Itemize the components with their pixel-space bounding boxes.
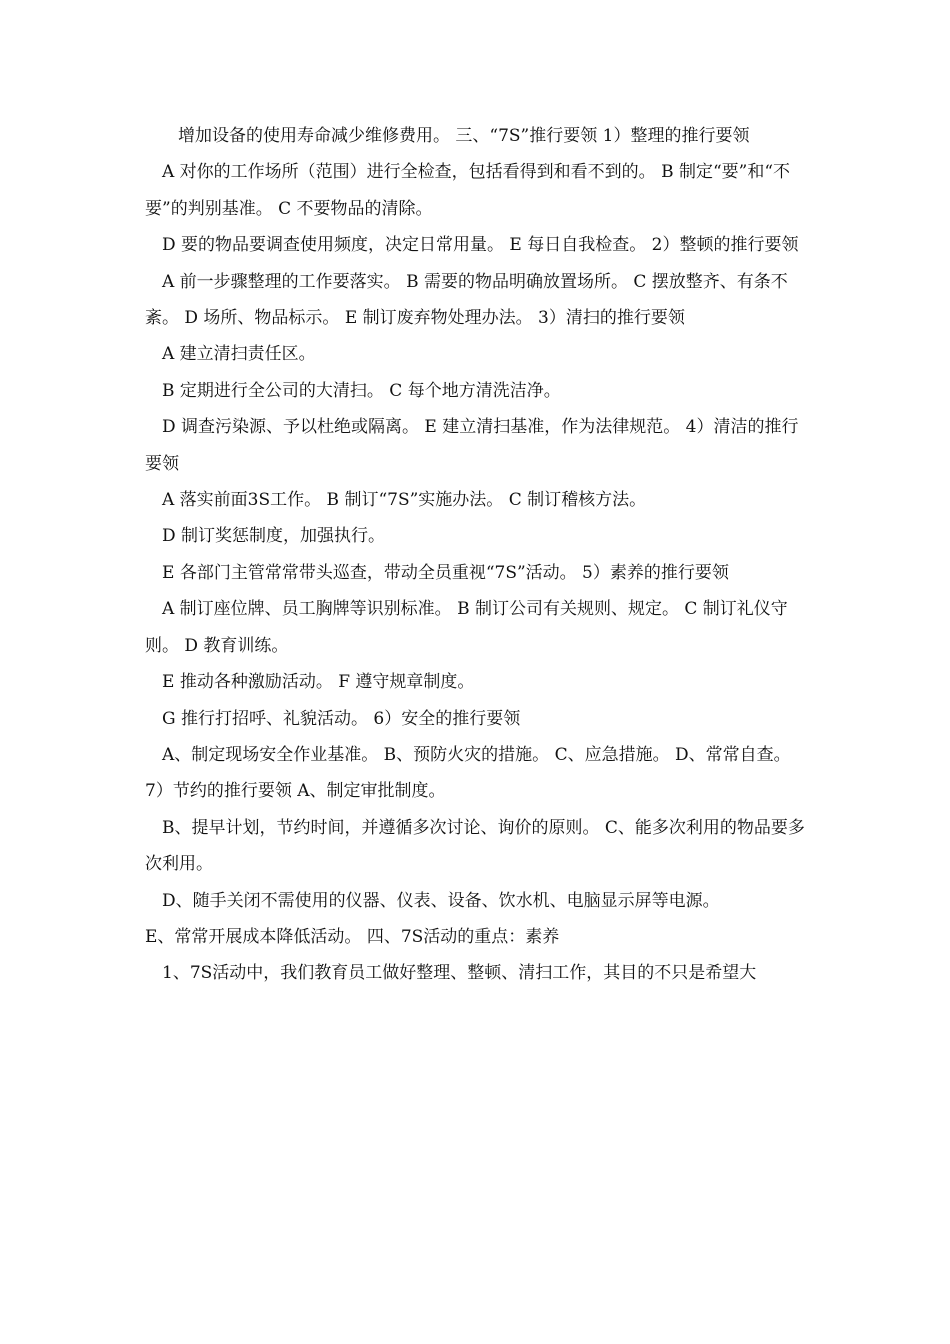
paragraph-5: A 建立清扫责任区。 [162, 344, 316, 365]
paragraph-14: A、制定现场安全作业基准。 B、预防火灾的措施。 C、应急措施。 D、常常自查。 7）节约的推行要领 A、制定审批制度。 [145, 744, 791, 802]
paragraph-15: B、提早计划，节约时间，并遵循多次讨论、询价的原则。 C、能多次利用的物品要多次利用。 [145, 817, 805, 875]
paragraph-6: B 定期进行全公司的大清扫。 C 每个地方清洗洁净。 [162, 380, 561, 401]
paragraph-2: A 对你的工作场所（范围）进行全检查，包括看得到和看不到的。 B 制定“要”和“不要”的判别基准。 C 不要物品的清除。 [145, 162, 791, 219]
paragraph-16: D、随手关闭不需使用的仪器、仪表、设备、饮水机、电脑显示屏等电源。 [162, 890, 720, 911]
paragraph-18: 1、7S活动中，我们教育员工做好整理、整顿、清扫工作，其目的不只是希望大 [162, 963, 757, 984]
paragraph-12: E 推动各种激励活动。 F 遵守规章制度。 [162, 672, 475, 693]
paragraph-1: 增加设备的使用寿命减少维修费用。 三、“7S”推行要领 1）整理的推行要领 [178, 126, 750, 146]
paragraph-7: D 调查污染源、予以杜绝或隔离。 E 建立清扫基准，作为法律规范。 4）清洁的推行要领 [145, 417, 799, 474]
paragraph-11: A 制订座位牌、员工胸牌等识别标准。 B 制订公司有关规则、规定。 C 制订礼仪守则。 D 教育训练。 [145, 599, 788, 656]
document-body [145, 118, 807, 992]
paragraph-10: E 各部门主管常常带头巡查，带动全员重视“7S”活动。 5）素养的推行要领 [162, 562, 729, 583]
paragraph-13: G 推行打招呼、礼貌活动。 6）安全的推行要领 [162, 708, 521, 729]
paragraph-8: A 落实前面3S工作。 B 制订“7S”实施办法。 C 制订稽核方法。 [162, 490, 647, 511]
paragraph-9: D 制订奖惩制度，加强执行。 [162, 526, 386, 547]
paragraph-4: A 前一步骤整理的工作要落实。 B 需要的物品明确放置场所。 C 摆放整齐、有条不紊。 D 场所、物品标示。 E 制订废弃物处理办法。 3）清扫的推行要领 [145, 271, 788, 329]
paragraph-17: E、常常开展成本降低活动。 四、7S活动的重点：素养 [145, 926, 560, 947]
paragraph-3: D 要的物品要调查使用频度，决定日常用量。 E 每日自我检查。 2）整顿的推行要领 [162, 235, 799, 256]
